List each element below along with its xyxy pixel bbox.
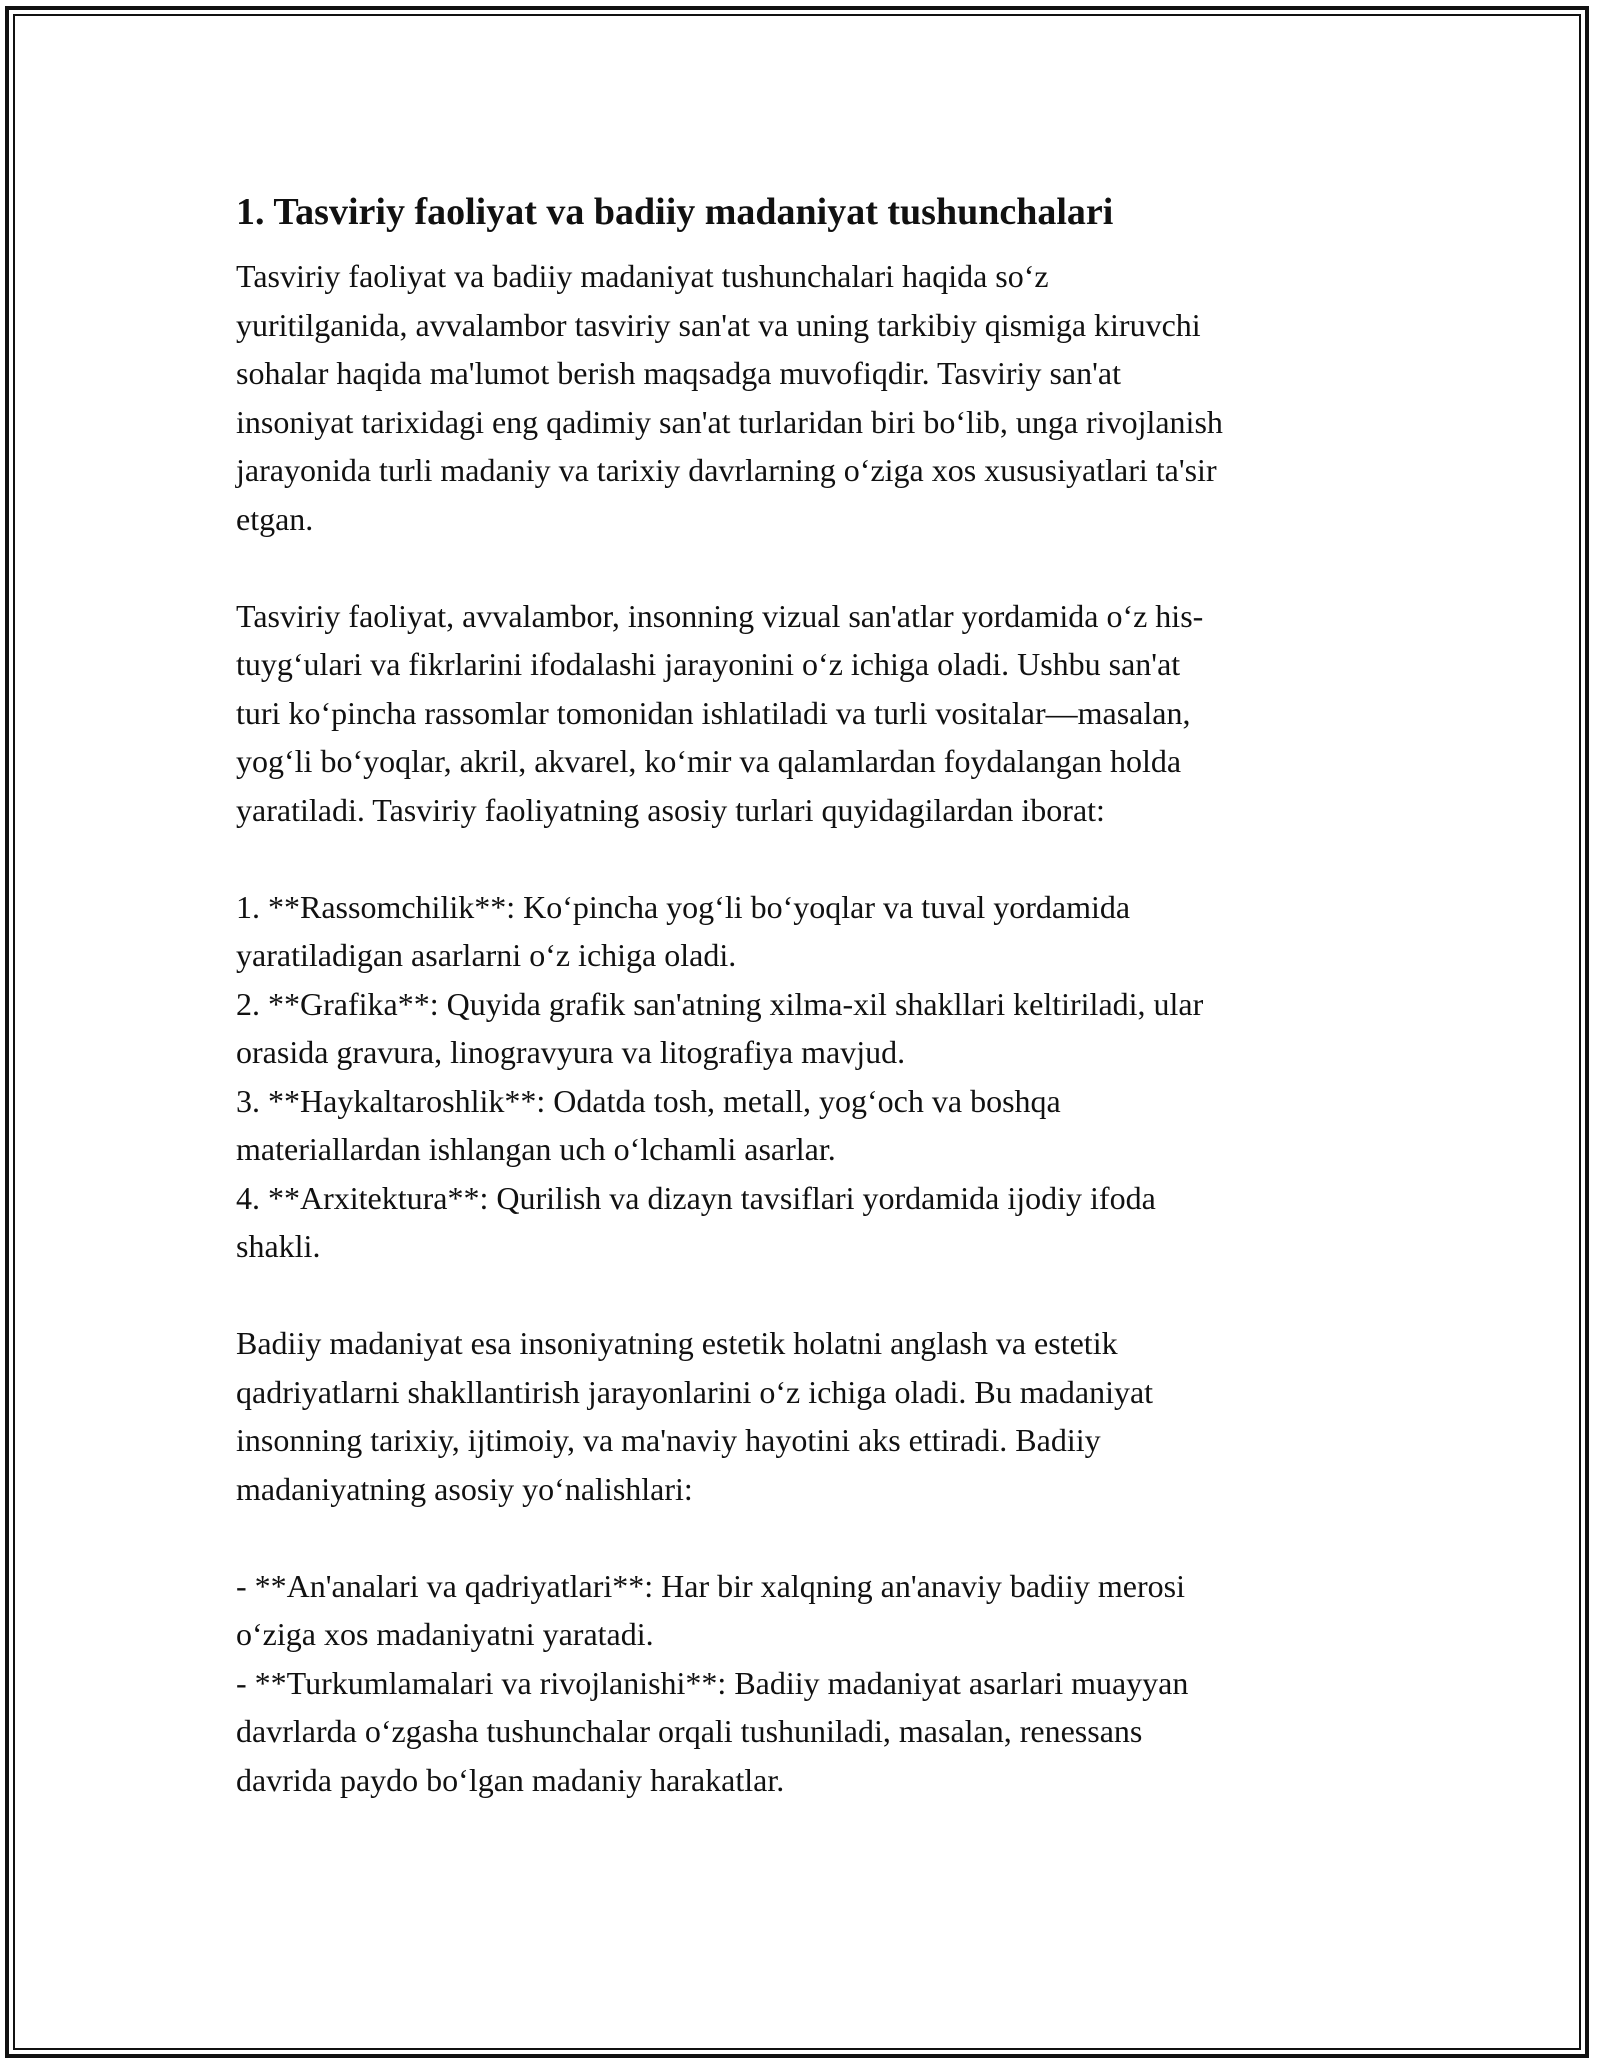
text-line: yog‘li bo‘yoqlar, akril, akvarel, ko‘mir va qalamlardan foydalangan holda bbox=[236, 743, 1182, 779]
text-line: yuritilganida, avvalambor tasviriy san'at va uning tarkibiy qismiga kiruvchi bbox=[236, 306, 1201, 343]
paragraph-artistic-culture bbox=[236, 1319, 1370, 1513]
list-item-line: davrlarda o‘zgasha tushunchalar orqali tushuniladi, masalan, renessans bbox=[236, 1713, 1143, 1749]
list-item-line: yaratiladigan asarlarni o‘z ichiga oladi. bbox=[236, 937, 737, 973]
document-title: 1. Tasviriy faoliyat va badiiy madaniyat tushunchalari bbox=[236, 191, 1114, 233]
text-line: tuyg‘ulari va fikrlarini ifodalashi jarayonini o‘z ichiga oladi. Ushbu san'at bbox=[236, 646, 1181, 682]
list-item-line: materiallardan ishlangan uch o‘lchamli asarlar. bbox=[236, 1131, 836, 1167]
list-item-line: davrida paydo bo‘lgan madaniy harakatlar. bbox=[236, 1761, 785, 1798]
text-line: Tasviriy faoliyat, avvalambor, insonning vizual san'atlar yordamida o‘z his- bbox=[236, 597, 1204, 634]
list-item-line: - **Turkumlamalari va rivojlanishi**: Badiiy madaniyat asarlari muayyan bbox=[236, 1664, 1189, 1701]
text-line: etgan. bbox=[236, 500, 314, 537]
document-body bbox=[236, 252, 1370, 1804]
paragraph-intro bbox=[236, 252, 1370, 543]
paragraph-visual-activity bbox=[236, 592, 1370, 835]
paragraph-gap bbox=[236, 543, 1370, 592]
list-item-line: 2. **Grafika**: Quyida grafik san'atning xilma-xil shakllari keltiriladi, ular bbox=[236, 985, 1204, 1022]
text-line: qadriyatlarni shakllantirish jarayonlarini o‘z ichiga oladi. Bu madaniyat bbox=[236, 1373, 1154, 1410]
list-item-line: 3. **Haykaltaroshlik**: Odatda tosh, metall, yog‘och va boshqa bbox=[236, 1082, 1061, 1119]
text-line: turi ko‘pincha rassomlar tomonidan ishlatiladi va turli vositalar—masalan, bbox=[236, 694, 1191, 731]
list-item-line: o‘ziga xos madaniyatni yaratadi. bbox=[236, 1616, 654, 1652]
list-item-line: shakli. bbox=[236, 1228, 321, 1264]
list-item-line: orasida gravura, linogravyura va litografiya mavjud. bbox=[236, 1034, 906, 1070]
text-line: sohalar haqida ma'lumot berish maqsadga muvofiqdir. Tasviriy san'at bbox=[236, 355, 1121, 391]
text-line: insoniyat tarixidagi eng qadimiy san'at turlaridan biri bo‘lib, unga rivojlanish bbox=[236, 403, 1223, 440]
text-line: Tasviriy faoliyat va badiiy madaniyat tushunchalari haqida so‘z bbox=[236, 258, 1049, 294]
list-item-line: 4. **Arxitektura**: Qurilish va dizayn tavsiflari yordamida ijodiy ifoda bbox=[236, 1179, 1156, 1216]
bulleted-list bbox=[236, 1562, 1370, 1805]
document-content bbox=[236, 186, 1370, 1804]
numbered-list bbox=[236, 883, 1370, 1271]
paragraph-gap bbox=[236, 1513, 1370, 1562]
list-item-line: 1. **Rassomchilik**: Ko‘pincha yog‘li bo‘yoqlar va tuval yordamida bbox=[236, 888, 1131, 925]
text-line: insonning tarixiy, ijtimoiy, va ma'naviy hayotini aks ettiradi. Badiiy bbox=[236, 1422, 1101, 1458]
text-line: yaratiladi. Tasviriy faoliyatning asosiy turlari quyidagilardan iborat: bbox=[236, 791, 1105, 828]
list-item-line: - **An'analari va qadriyatlari**: Har bir xalqning an'anaviy badiiy merosi bbox=[236, 1567, 1185, 1604]
paragraph-gap bbox=[236, 1271, 1370, 1320]
paragraph-gap bbox=[236, 834, 1370, 883]
text-line: Badiiy madaniyat esa insoniyatning estetik holatni anglash va estetik bbox=[236, 1325, 1118, 1361]
text-line: jarayonida turli madaniy va tarixiy davrlarning o‘ziga xos xususiyatlari ta'sir bbox=[236, 452, 1217, 488]
text-line: madaniyatning asosiy yo‘nalishlari: bbox=[236, 1470, 693, 1507]
